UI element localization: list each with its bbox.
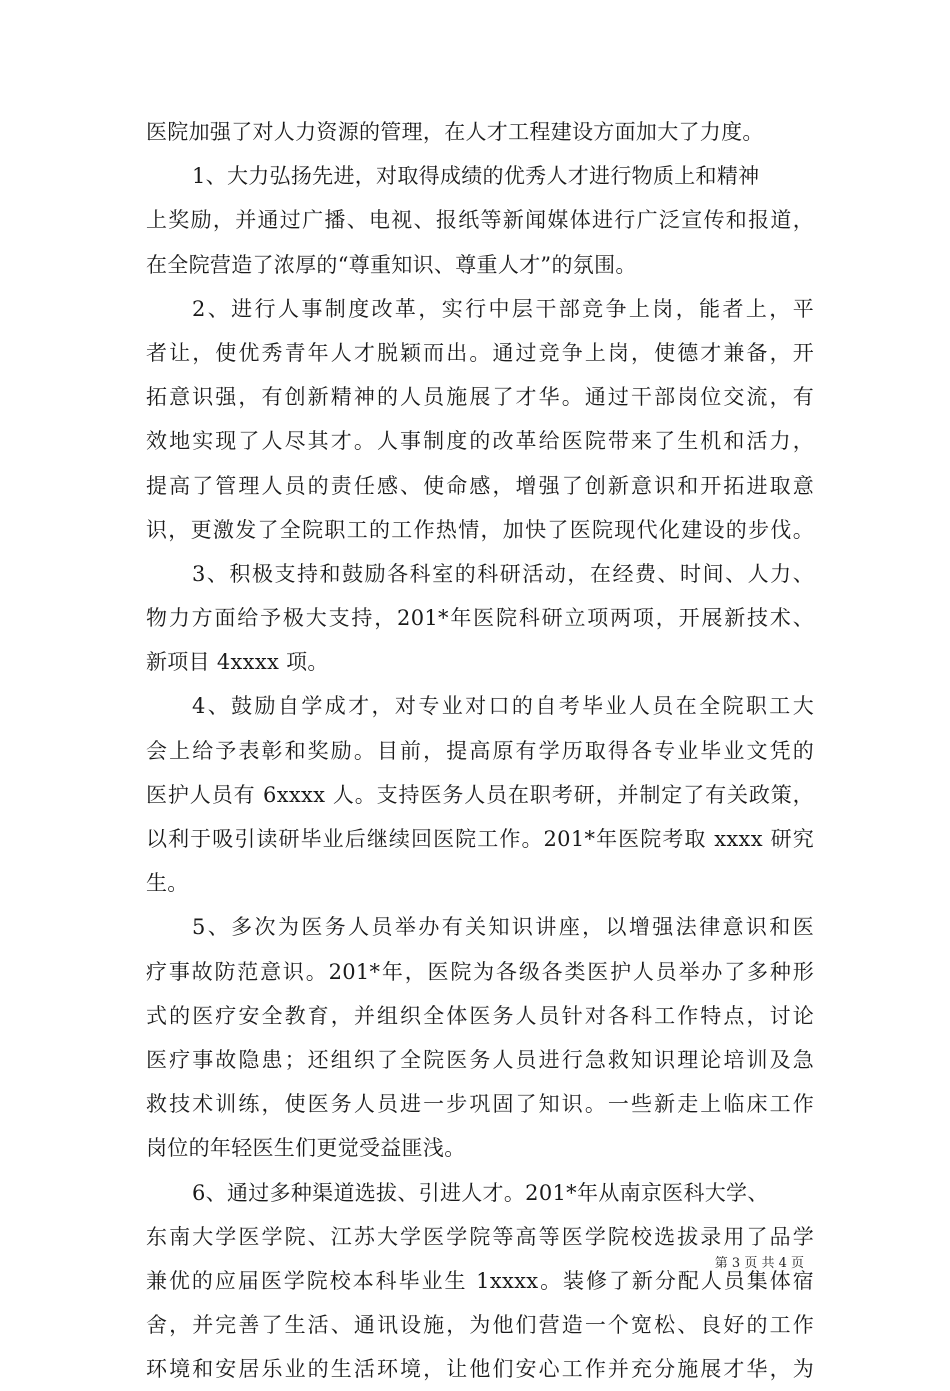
paragraph-3-start: 3、积极支持和鼓励各科室的科研活动，在经费、时间、人力、 (192, 561, 814, 586)
text-line: 岗位的年轻医生们更觉受益匪浅。 (146, 1136, 466, 1161)
text-line: 拓意识强，有创新精神的人员施展了才华。通过干部岗位交流，有 (146, 385, 814, 410)
page-number: 第 3 页 共 4 页 (714, 1256, 804, 1271)
text-line: 疗事故防范意识。201*年，医院为各级各类医护人员举办了多种形 (146, 959, 814, 984)
text-line: 生。 (146, 871, 189, 896)
document-body (146, 110, 814, 1391)
paragraph-6-start: 6、通过多种渠道选拔、引进人才。201*年从南京医科大学、 (192, 1180, 769, 1205)
text-line: 兼优的应届医学院校本科毕业生 1xxxx。装修了新分配人员集体宿 (146, 1268, 814, 1293)
text-line: 效地实现了人尽其才。人事制度的改革给医院带来了生机和活力， (146, 429, 814, 454)
text-line: 舍，并完善了生活、通讯设施，为他们营造一个宽松、良好的工作 (146, 1313, 814, 1338)
text-line: 式的医疗安全教育，并组织全体医务人员针对各科工作特点，讨论 (146, 1003, 814, 1028)
paragraph-1-start: 1、大力弘扬先进，对取得成绩的优秀人才进行物质上和精神 (192, 164, 760, 189)
text-line: 以利于吸引读研毕业后继续回医院工作。201*年医院考取 xxxx 研究 (146, 827, 814, 851)
text-line: 救技术训练，使医务人员进一步巩固了知识。一些新走上临床工作 (146, 1092, 814, 1117)
text-line: 提高了管理人员的责任感、使命感，增强了创新意识和开拓进取意 (146, 473, 814, 498)
text-line: 物力方面给予极大支持，201*年医院科研立项两项，开展新技术、 (146, 606, 814, 631)
text-line: 在全院营造了浓厚的“尊重知识、尊重人才”的氛围。 (146, 252, 637, 277)
text-line: 新项目 4xxxx 项。 (146, 650, 329, 675)
text-line: 者让，使优秀青年人才脱颖而出。通过竞争上岗，使德才兼备，开 (146, 340, 814, 365)
paragraph-2-start: 2、进行人事制度改革，实行中层干部竞争上岗，能者上，平 (192, 296, 814, 321)
text-line: 医疗事故隐患；还组织了全院医务人员进行急救知识理论培训及急 (146, 1047, 814, 1072)
text-line: 医院加强了对人力资源的管理，在人才工程建设方面加大了力度。 (146, 120, 764, 144)
text-line: 东南大学医学院、江苏大学医学院等高等医学院校选拔录用了品学 (146, 1224, 814, 1249)
text-line: 识，更激发了全院职工的工作热情，加快了医院现代化建设的步伐。 (146, 517, 814, 542)
paragraph-4-start: 4、鼓励自学成才，对专业对口的自考毕业人员在全院职工大 (192, 694, 814, 719)
text-line: 会上给予表彰和奖励。目前，提高原有学历取得各专业毕业文凭的 (146, 738, 814, 763)
text-line: 环境和安居乐业的生活环境，让他们安心工作并充分施展才华，为 (146, 1357, 814, 1382)
text-line: 上奖励，并通过广播、电视、报纸等新闻媒体进行广泛宣传和报道， (146, 208, 814, 233)
text-line: 医护人员有 6xxxx 人。支持医务人员在职考研，并制定了有关政策， (146, 782, 814, 807)
paragraph-5-start: 5、多次为医务人员举办有关知识讲座，以增强法律意识和医 (192, 915, 814, 940)
